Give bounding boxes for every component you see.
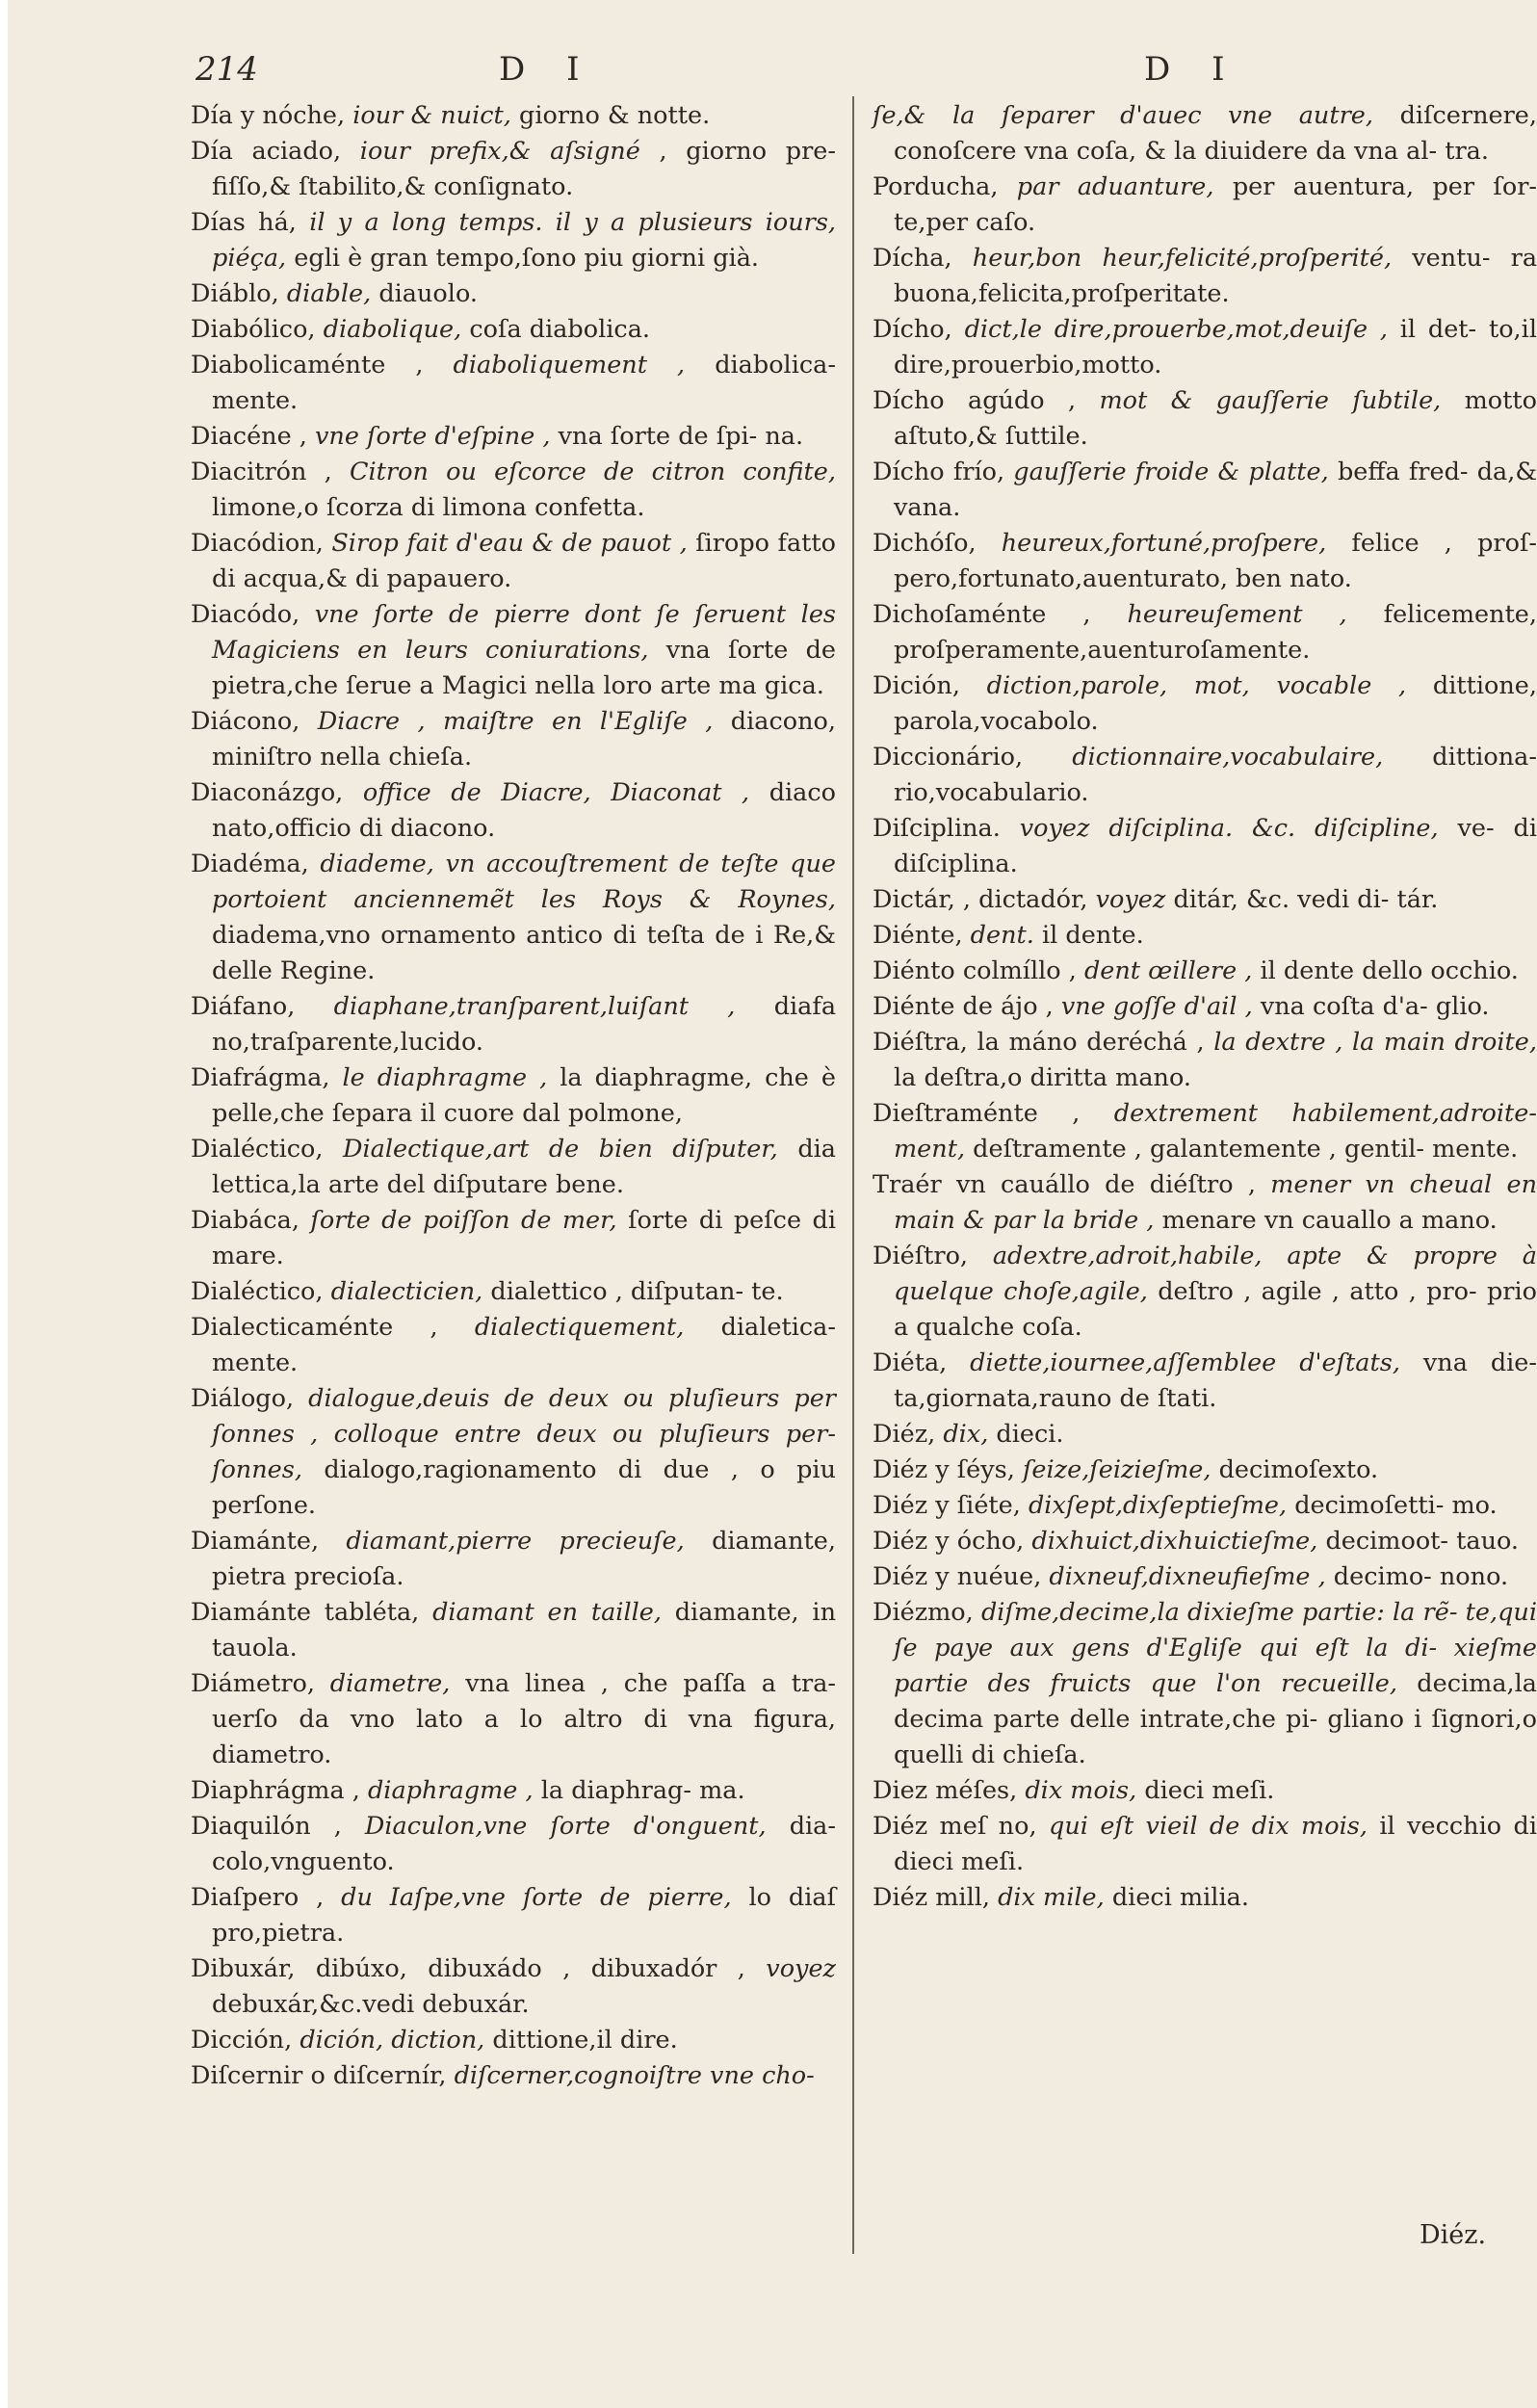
entry-french: diabolique, (323, 315, 462, 344)
dictionary-entry (873, 1809, 1537, 1880)
entry-italian: diaco nato,officio di diacono. (212, 778, 837, 843)
entry-headword: Diáfano, (191, 992, 296, 1021)
entry-italian: dieci meſi. (1144, 1776, 1275, 1805)
entry-italian: ventu- ra buona,felicita,proſperitate. (894, 244, 1537, 308)
entry-french: la dextre , la main droite, (1213, 1028, 1537, 1057)
entry-italian: la deſtra,o diritta mano. (894, 1063, 1191, 1092)
entry-italian: ſiropo fatto di acqua,& di papauero. (212, 529, 837, 593)
dictionary-entry (873, 1595, 1537, 1773)
entry-headword: Diéta, (873, 1348, 948, 1377)
entry-italian: dieci milia. (1111, 1883, 1249, 1912)
dictionary-entry (873, 98, 1537, 170)
entry-italian: la diaphragme, che è pelle,che ſepara il cuore dal polmone, (212, 1063, 836, 1128)
entry-french: il y a long temps. il y a plusieurs iours, piéça, (212, 208, 837, 273)
entry-italian: ditár, &c. vedi di- tár. (1173, 885, 1439, 914)
dictionary-entry (873, 1346, 1537, 1417)
dictionary-entry (873, 1524, 1537, 1559)
entry-headword: Diadéma, (191, 850, 309, 878)
dictionary-entry (191, 1951, 836, 2023)
dictionary-entry (873, 954, 1537, 989)
entry-french: dixneuf,dixneufieſme , (1049, 1562, 1326, 1591)
entry-french: dict,le dire,prouerbe,mot,deuiſe , (964, 315, 1388, 344)
entry-italian: dieci. (996, 1420, 1064, 1449)
entry-headword: Dichóſo, (873, 529, 977, 558)
entry-italian: diadema,vno ornamento antico di teſta de i Re,& delle Regine. (212, 921, 836, 985)
dictionary-entry (873, 1880, 1537, 1916)
entry-italian: coſa diabolica. (469, 315, 651, 344)
entry-french: adextre,adroit,habile, apte & propre à quelque choſe,agile, (894, 1242, 1537, 1306)
entry-italian: la diaphrag- ma. (540, 1776, 745, 1805)
entry-italian: dia lettica,la arte del diſputare bene. (212, 1135, 837, 1199)
entry-headword: Dícho agúdo , (873, 386, 1077, 415)
entry-headword: Diaconázgo, (191, 778, 344, 807)
dictionary-entry (873, 241, 1537, 312)
dictionary-entry (873, 526, 1537, 597)
entry-french: heureuſement , (1127, 600, 1347, 629)
entry-headword: Diabólico, (191, 315, 316, 344)
entry-headword: Diéſtro, (873, 1242, 969, 1270)
entry-headword: Dichoſaménte , (873, 600, 1091, 629)
entry-french: mot & gauſſerie ſubtile, (1099, 386, 1442, 415)
dictionary-entry (191, 348, 836, 419)
entry-headword: Diéz meſ no, (873, 1812, 1037, 1841)
entry-headword: Diéz y ſiéte, (873, 1491, 1021, 1520)
dictionary-entry (191, 1809, 836, 1880)
entry-headword: Dibuxár, dibúxo, dibuxádo , dibuxadór , (191, 1954, 745, 1983)
column-divider (852, 96, 854, 2254)
entry-headword: Porducha, (873, 172, 999, 201)
running-head-right: D I (1144, 50, 1240, 89)
entry-headword: Diézmo, (873, 1598, 974, 1627)
entry-headword: Diéz, (873, 1420, 936, 1449)
entry-headword: Dícho, (873, 315, 952, 344)
entry-headword: Diamánte, (191, 1527, 320, 1556)
entry-italian: deſtro , agile , atto , pro- prio a qualche coſa. (894, 1277, 1537, 1342)
entry-italian: dia- colo,vnguento. (212, 1812, 837, 1876)
entry-french: diction,parole, mot, vocable , (986, 671, 1407, 700)
entry-french: voyez (1095, 885, 1166, 914)
entry-italian: dialettico , diſputan- te. (490, 1277, 784, 1306)
dictionary-entry (191, 775, 836, 847)
entry-french: dialecticien, (330, 1277, 483, 1306)
dictionary-entry (191, 1381, 836, 1524)
entry-french: diamant,pierre precieuſe, (346, 1527, 685, 1556)
entry-headword: Diéz mill, (873, 1883, 990, 1912)
entry-headword: Diénte de ájo , (873, 992, 1054, 1021)
entry-italian: vna die- ta,giornata,rauno de ſtati. (894, 1348, 1537, 1413)
dictionary-entry (873, 668, 1537, 740)
entry-french: dix mile, (998, 1883, 1105, 1912)
entry-french: dialectiquement, (474, 1313, 685, 1342)
entry-headword: Diacéne , (191, 422, 307, 451)
entry-italian: decima,la decima parte delle intrate,che pi- gliano i ſignori,o quelli di chieſa. (894, 1669, 1537, 1769)
entry-french: dixhuict,dixhuictieſme, (1031, 1527, 1318, 1556)
entry-italian: diafa no,traſparente,lucido. (212, 992, 837, 1057)
entry-headword: Dieſtraménte , (873, 1099, 1081, 1128)
entry-french: dición, diction, (300, 2026, 485, 2055)
entry-french: diaphragme , (367, 1776, 534, 1805)
entry-headword: Diccionário, (873, 743, 1024, 772)
entry-french: du Iaſpe,vne ſorte de pierre, (341, 1883, 732, 1912)
entry-french: diette,iournee,aſſemblee d'eſtats, (970, 1348, 1400, 1377)
entry-french: Citron ou eſcorce de citron confite, (350, 458, 837, 486)
entry-headword: Diaquilón , (191, 1812, 342, 1841)
entry-italian: debuxár,&c.vedi debuxár. (212, 1990, 530, 2019)
entry-headword: Diálogo, (191, 1384, 295, 1413)
dictionary-entry (191, 526, 836, 597)
entry-french: ſorte de poiſſon de mer, (310, 1206, 617, 1235)
entry-italian: vna ſorte de ſpi- na. (558, 422, 804, 451)
dictionary-entry (191, 1060, 836, 1132)
entry-headword: Diéſtra, la máno deréchá , (873, 1028, 1205, 1057)
entry-italian: egli è gran tempo,ſono piu giorni già. (294, 244, 760, 273)
dictionary-entry (873, 455, 1537, 526)
dictionary-entry (191, 1203, 836, 1274)
entry-italian: dialetica- mente. (212, 1313, 836, 1377)
dictionary-entry (873, 1025, 1537, 1096)
dictionary-entry (191, 597, 836, 704)
entry-french: diamant en taille, (432, 1598, 662, 1627)
page-header (8, 50, 1537, 98)
dictionary-entry (191, 989, 836, 1060)
entry-headword: Dialecticaménte , (191, 1313, 438, 1342)
dictionary-entry (873, 597, 1537, 668)
dictionary-entry (873, 1488, 1537, 1524)
entry-french: dixſept,dixſeptieſme, (1028, 1491, 1288, 1520)
entry-italian: lo diaſ pro,pietra. (212, 1883, 837, 1948)
entry-headword: Traér vn cauállo de diéſtro , (873, 1170, 1256, 1199)
entry-headword: Dialéctico, (191, 1277, 324, 1306)
entry-headword: Dícha, (873, 244, 952, 273)
entry-italian: vna ſorte de pietra,che ſerue a Magici nella loro arte ma gica. (212, 636, 836, 700)
dictionary-entry (191, 2023, 836, 2058)
catchword: Diéz. (1420, 2220, 1487, 2250)
dictionary-entry (873, 1453, 1537, 1488)
entry-italian: decimoot- tauo. (1325, 1527, 1520, 1556)
entry-italian: il dente dello occhio. (1260, 956, 1519, 985)
entry-italian: dittiona- rio,vocabulario. (894, 743, 1537, 807)
dictionary-entry (191, 312, 836, 348)
entry-french: par aduanture, (1016, 172, 1214, 201)
entry-italian: decimo- nono. (1333, 1562, 1509, 1591)
running-head-left: D I (499, 50, 595, 89)
dictionary-entry (191, 205, 836, 276)
entry-french: diademe, vn accouſtrement de teſte que portoient anciennemẽt les Roys & Roynes, (212, 850, 836, 914)
dictionary-entry (873, 1239, 1537, 1346)
entry-headword: Diéz y ócho, (873, 1527, 1025, 1556)
entry-french: iour & nuict, (352, 101, 511, 130)
entry-italian: diſcernere, conoſcere vna coſa, & la diuidere da vna al- tra. (894, 101, 1537, 166)
entry-italian: per auentura, per ſor- te,per caſo. (894, 172, 1537, 237)
entry-french: le diaphragme , (342, 1063, 548, 1092)
dictionary-entry (191, 134, 836, 205)
dictionary-entry (191, 1132, 836, 1203)
entry-italian: , giorno pre- fiſſo,& ſtabilito,& conſignato. (212, 137, 836, 201)
entry-french: Diacre , maiſtre en l'Egliſe , (317, 707, 714, 736)
entry-headword: Diéz y ſéys, (873, 1455, 1015, 1484)
dictionary-entry (191, 1666, 836, 1773)
entry-italian: beffa fred- da,& vana. (894, 458, 1537, 522)
dictionary-entry (873, 1167, 1537, 1239)
entry-headword: Diſcernir o diſcernír, (191, 2061, 447, 2090)
entry-italian: il dente. (1041, 921, 1144, 950)
dictionary-entry (873, 1559, 1537, 1595)
entry-italian: dittione, parola,vocabolo. (894, 671, 1537, 736)
entry-italian: dittione,il dire. (492, 2026, 678, 2055)
right-column (873, 98, 1537, 1916)
entry-italian: diamante, in tauola. (212, 1598, 836, 1662)
entry-italian: limone,o ſcorza di limona confetta. (212, 493, 645, 522)
entry-headword: Diacódo, (191, 600, 300, 629)
entry-french: dent œillere , (1083, 956, 1253, 985)
dictionary-entry (191, 1310, 836, 1381)
entry-headword: Dialéctico, (191, 1135, 324, 1164)
entry-french: ſe,& la ſeparer d'auec vne autre, (873, 101, 1373, 130)
entry-french: diaboliquement , (453, 351, 686, 380)
entry-headword: Diamánte tabléta, (191, 1598, 420, 1627)
entry-italian: diamante, pietra precioſa. (212, 1527, 836, 1591)
entry-headword: Diámetro, (191, 1669, 315, 1698)
entry-headword: Dicción, (191, 2026, 293, 2055)
entry-italian: giorno & notte. (519, 101, 711, 130)
dictionary-entry (191, 1880, 836, 1951)
entry-french: diaphane,tranſparent,luiſant , (333, 992, 736, 1021)
dictionary-entry (873, 312, 1537, 383)
entry-headword: Día y nóche, (191, 101, 346, 130)
entry-french: qui eſt vieil de dix mois, (1049, 1812, 1368, 1841)
entry-italian: deſtramente , galantemente , gentil- mente. (973, 1135, 1519, 1164)
entry-italian: diauolo. (378, 279, 478, 308)
entry-french: diametre, (329, 1669, 451, 1698)
entry-headword: Diabáca, (191, 1206, 300, 1235)
dictionary-entry (873, 811, 1537, 882)
entry-italian: vna coſta d'a- glio. (1260, 992, 1490, 1021)
entry-italian: felicemente, proſperamente,auenturoſamente. (894, 600, 1537, 665)
dictionary-entry (191, 98, 836, 134)
dictionary-entry (873, 882, 1537, 918)
entry-french: diable, (286, 279, 372, 308)
dictionary-entry (873, 170, 1537, 241)
entry-headword: Dición, (873, 671, 960, 700)
dictionary-entry (873, 383, 1537, 455)
dictionary-entry (191, 1773, 836, 1809)
dictionary-entry (191, 455, 836, 526)
entry-french: office de Diacre, Diaconat , (362, 778, 750, 807)
dictionary-entry (191, 847, 836, 989)
dictionary-entry (873, 989, 1537, 1025)
dictionary-entry (873, 740, 1537, 811)
entry-headword: Diacitrón , (191, 458, 332, 486)
entry-french: Sirop fait d'eau & de pauot , (331, 529, 688, 558)
entry-headword: Diénte, (873, 921, 963, 950)
entry-french: vne goſſe d'ail , (1060, 992, 1253, 1021)
entry-headword: Diafrágma, (191, 1063, 330, 1092)
dictionary-entry (191, 1595, 836, 1666)
dictionary-page (8, 0, 1537, 2408)
entry-headword: Diaſpero , (191, 1883, 325, 1912)
entry-headword: Diénto colmíllo , (873, 956, 1077, 985)
entry-french: voyez (766, 1954, 836, 1983)
entry-italian: motto aſtuto,& ſuttile. (894, 386, 1537, 451)
entry-headword: Días há, (191, 208, 297, 237)
entry-french: diſme,decime,la dixieſme partie: la rẽ- te,qui ſe paye aux gens d'Egliſe qui eſt la di- xieſme partie des fruicts que l'on recueille, (894, 1598, 1537, 1698)
entry-french: dextrement habilement,adroite- ment, (894, 1099, 1537, 1164)
entry-french: diſcerner,cognoiſtre vne cho- (454, 2061, 815, 2090)
left-column (191, 98, 836, 2094)
entry-italian: vna linea , che paſſa a tra- uerſo da vno lato a lo altro di vna figura, diametro. (212, 1669, 837, 1769)
entry-french: heureux,fortuné,proſpere, (1001, 529, 1327, 558)
dictionary-entry (191, 419, 836, 455)
dictionary-entry (873, 1417, 1537, 1453)
entry-french: Diaculon,vne ſorte d'onguent, (364, 1812, 767, 1841)
entry-french: dictionnaire,vocabulaire, (1072, 743, 1384, 772)
entry-headword: Diſciplina. (873, 814, 1001, 843)
entry-headword: Diácono, (191, 707, 300, 736)
page-number: 214 (195, 50, 258, 89)
entry-french: dix mois, (1025, 1776, 1137, 1805)
entry-french: dialogue,deuis de deux ou pluſieurs per ſonnes , colloque entre deux ou pluſieurs per- ſonnes, (212, 1384, 837, 1484)
entry-italian: diabolica- mente. (212, 351, 836, 415)
dictionary-entry (191, 1274, 836, 1310)
entry-french: gauſſerie froide & platte, (1013, 458, 1329, 486)
dictionary-entry (873, 1096, 1537, 1167)
entry-italian: ve- di diſciplina. (894, 814, 1537, 878)
dictionary-entry (873, 1773, 1537, 1809)
entry-french: voyez diſciplina. &c. diſcipline, (1019, 814, 1439, 843)
entry-french: vne ſorte de pierre dont ſe ſeruent les Magiciens en leurs coniurations, (212, 600, 836, 665)
entry-italian: decimoſetti- mo. (1294, 1491, 1498, 1520)
entry-italian: ſorte di peſce di mare. (212, 1206, 836, 1270)
dictionary-entry (873, 918, 1537, 954)
entry-french: vne ſorte d'eſpine , (315, 422, 551, 451)
entry-french: dix, (943, 1420, 989, 1449)
entry-french: iour prefix,& aſsigné (359, 137, 640, 166)
entry-italian: il vecchio di dieci meſi. (894, 1812, 1537, 1876)
entry-headword: Diez méſes, (873, 1776, 1018, 1805)
entry-headword: Diacódion, (191, 529, 324, 558)
entry-french: ſeize,ſeizieſme, (1022, 1455, 1211, 1484)
entry-french: heur,bon heur,felicité,proſperité, (972, 244, 1393, 273)
entry-headword: Día aciado, (191, 137, 342, 166)
entry-headword: Dictár, , dictadór, (873, 885, 1088, 914)
entry-italian: il det- to,il dire,prouerbio,motto. (894, 315, 1537, 380)
dictionary-entry (191, 1524, 836, 1595)
entry-headword: Dícho frío, (873, 458, 1005, 486)
entry-headword: Diéz y nuéue, (873, 1562, 1042, 1591)
entry-french: mener vn cheual en main & par la bride , (894, 1170, 1537, 1235)
dictionary-entry (191, 276, 836, 312)
entry-italian: dialogo,ragionamento di due , o piu perſone. (212, 1455, 836, 1520)
entry-italian: menare vn cauallo a mano. (1161, 1206, 1498, 1235)
entry-headword: Diáblo, (191, 279, 279, 308)
entry-french: Dialectique,art de bien diſputer, (343, 1135, 778, 1164)
entry-headword: Diabolicaménte , (191, 351, 424, 380)
entry-italian: decimoſexto. (1218, 1455, 1379, 1484)
dictionary-entry (191, 704, 836, 775)
entry-italian: diacono, miniſtro nella chieſa. (212, 707, 836, 772)
entry-italian: felice , proſ- pero,fortunato,auenturato, ben nato. (894, 529, 1537, 593)
entry-headword: Diaphrágma , (191, 1776, 360, 1805)
entry-french: dent. (970, 921, 1034, 950)
dictionary-entry (191, 2058, 836, 2094)
